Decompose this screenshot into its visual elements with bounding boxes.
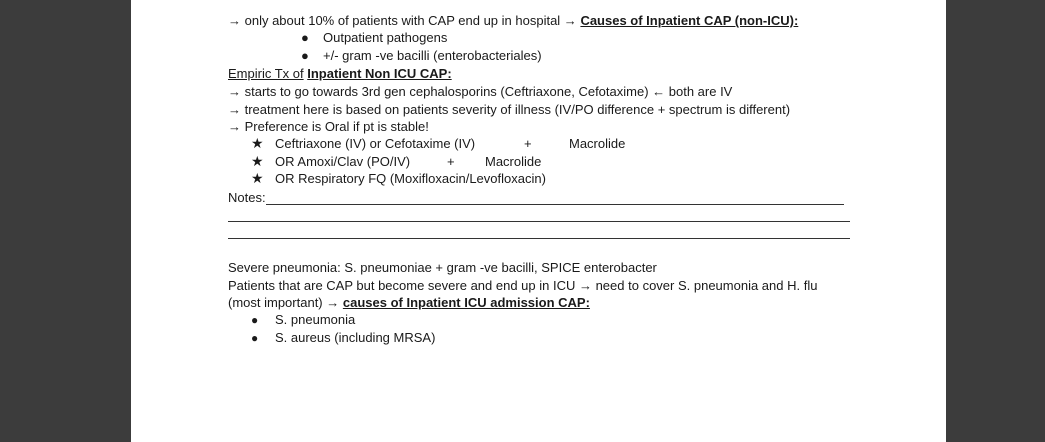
notes-rule <box>266 204 844 205</box>
star-item-text: Macrolide <box>569 136 626 151</box>
star-item-text: Ceftriaxone (IV) or Cefotaxime (IV) <box>275 136 476 151</box>
bullet-icon: ● <box>251 313 259 327</box>
heading-bold: Inpatient Non ICU CAP: <box>307 66 452 81</box>
bullet-text: +/- gram -ve bacilli (enterobacteriales) <box>323 48 542 63</box>
bullet-icon: ● <box>251 331 259 345</box>
star-item-text: OR Amoxi/Clav (PO/IV) <box>275 154 411 169</box>
star-item-text: Macrolide <box>485 154 542 169</box>
text-line: Severe pneumonia: S. pneumoniae + gram -ve bacilli, SPICE enterobacter <box>228 260 657 275</box>
plus-sign: + <box>524 136 532 151</box>
notes-rule <box>228 238 850 239</box>
heading-causes-icu: causes of Inpatient ICU admission CAP: <box>342 295 590 310</box>
bullet-icon: ● <box>301 30 309 45</box>
heading-prefix: Empiric Tx of <box>228 66 304 81</box>
notes-rule <box>228 221 850 222</box>
text-line: → starts to go towards 3rd gen cephalosporins (Ceftriaxone, Cefotaxime) ← both are IV <box>228 84 733 99</box>
text-line: Patients that are CAP but become severe and end up in ICU → need to cover S. pneumonia and H. flu <box>228 278 818 293</box>
heading-causes-non-icu: Causes of Inpatient CAP (non-ICU): <box>580 13 799 28</box>
bullet-text: Outpatient pathogens <box>323 30 448 45</box>
star-icon: ★ <box>251 135 264 151</box>
notes-label: Notes: <box>228 190 266 205</box>
bullet-text: S. pneumonia <box>275 312 356 327</box>
line-text: (most important) → <box>228 295 340 310</box>
bullet-text: S. aureus (including MRSA) <box>275 330 436 345</box>
text-line: → Preference is Oral if pt is stable! <box>228 119 429 134</box>
line-text: → only about 10% of patients with CAP end up in hospital → <box>228 13 577 28</box>
text-line <box>228 12 798 29</box>
text-line: → treatment here is based on patients severity of illness (IV/PO difference + spectrum is different) <box>228 102 791 117</box>
star-item-text: OR Respiratory FQ (Moxifloxacin/Levofloxacin) <box>275 171 546 186</box>
document-page <box>131 0 946 442</box>
star-icon: ★ <box>251 170 264 186</box>
heading-empiric-tx <box>228 65 452 82</box>
text-line <box>228 294 590 311</box>
star-icon: ★ <box>251 153 264 169</box>
bullet-icon: ● <box>301 48 309 63</box>
plus-sign: + <box>447 154 455 169</box>
